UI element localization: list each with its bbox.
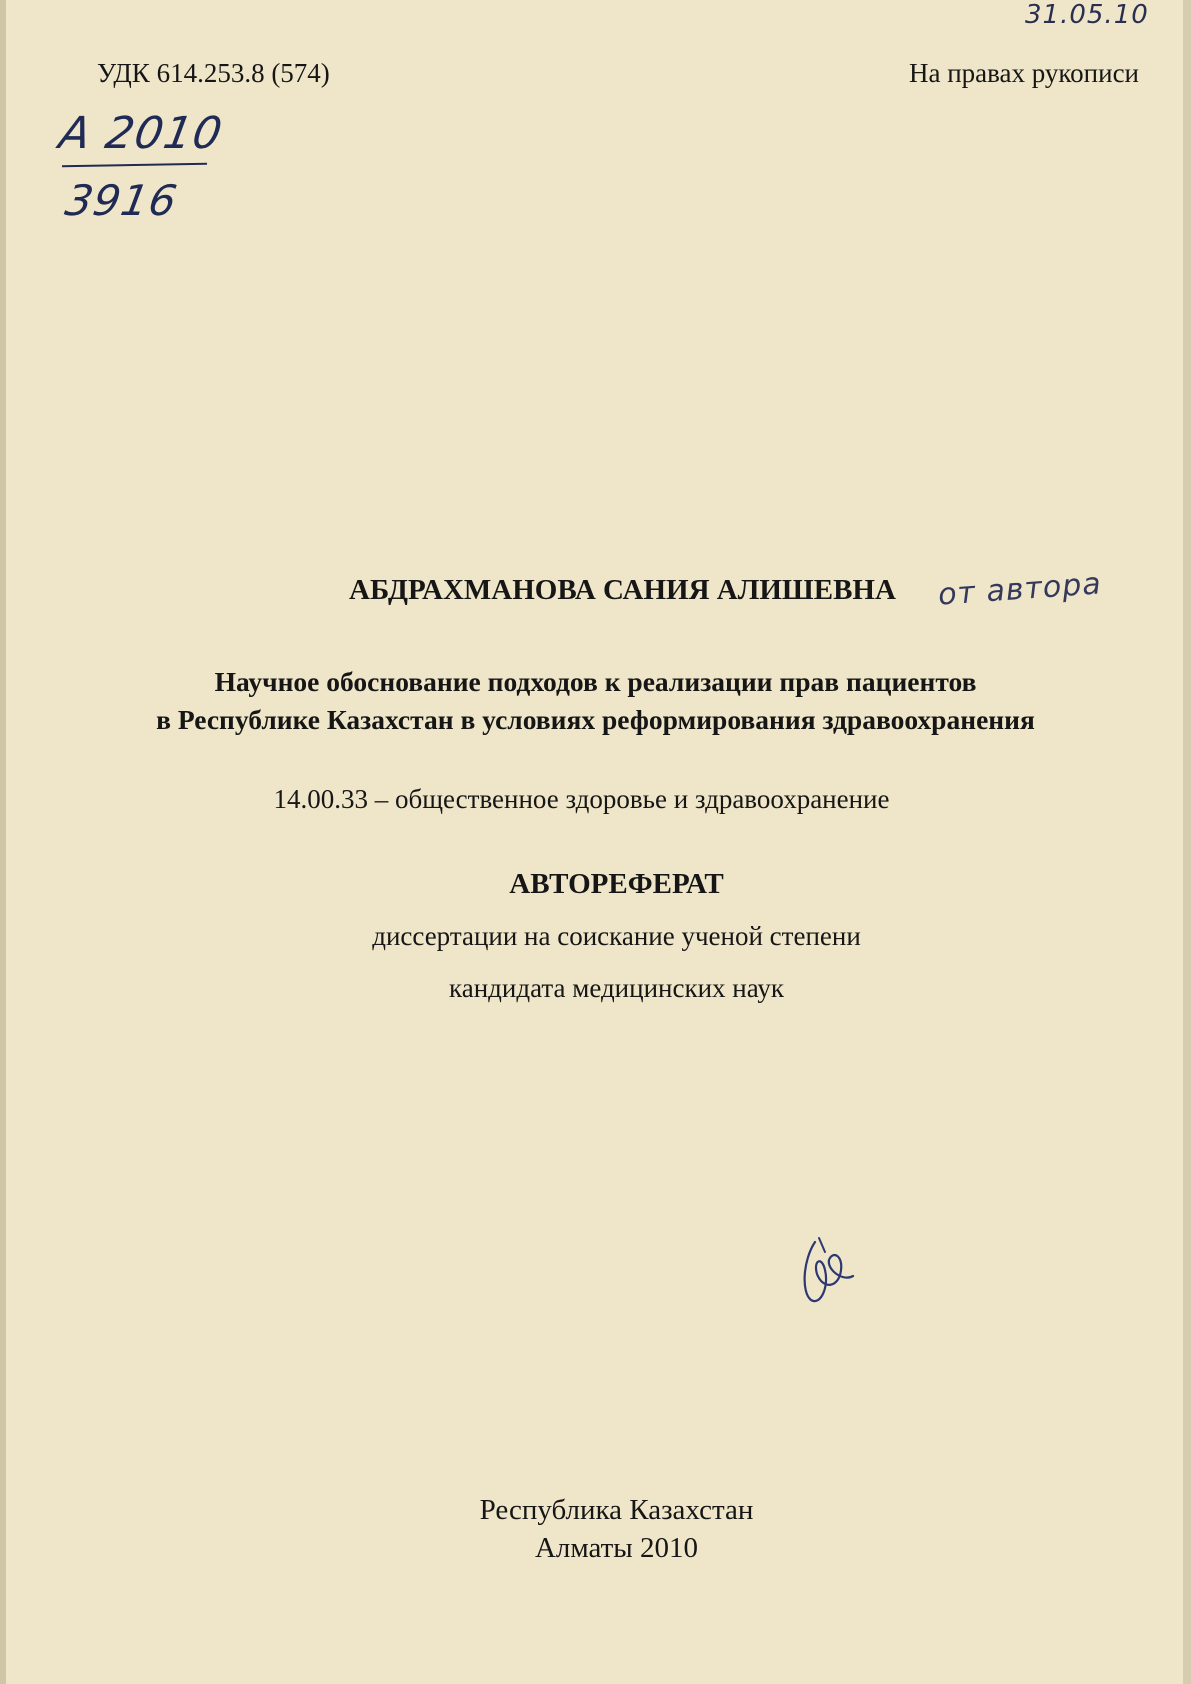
degree-line: диссертации на соискание ученой степени <box>372 921 861 951</box>
manuscript-rights-note: На правах рукописи <box>908 58 1139 88</box>
title-line: Научное обоснование подходов к реализации прав пациентов <box>214 666 977 697</box>
specialty-code: 14.00.33 – общественное здоровье и здравоохранение <box>273 784 890 814</box>
handwritten-inventory-top: A 2010 <box>55 108 227 159</box>
country: Республика Казахстан <box>479 1494 754 1526</box>
document-type: АВТОРЕФЕРАТ <box>509 868 724 900</box>
handwritten-from-author: от автора <box>936 566 1103 613</box>
handwritten-date: 31.05.10 <box>1025 0 1149 30</box>
title-line: в Республике Казахстан в условиях реформирования здравоохранения <box>156 704 1035 735</box>
dissertation-title <box>0 663 1191 739</box>
degree-line: кандидата медицинских наук <box>449 973 784 1003</box>
handwritten-inventory-rule <box>62 163 207 168</box>
city-year: Алматы 2010 <box>534 1532 699 1564</box>
scan-edge-right <box>1183 0 1191 1684</box>
scan-edge-left <box>0 0 6 1684</box>
author-name: АБДРАХМАНОВА САНИЯ АЛИШЕВНА <box>349 574 896 606</box>
handwritten-signature <box>795 1230 865 1310</box>
handwritten-inventory-bottom: 3916 <box>61 176 182 225</box>
udc-code: УДК 614.253.8 (574) <box>97 58 330 88</box>
